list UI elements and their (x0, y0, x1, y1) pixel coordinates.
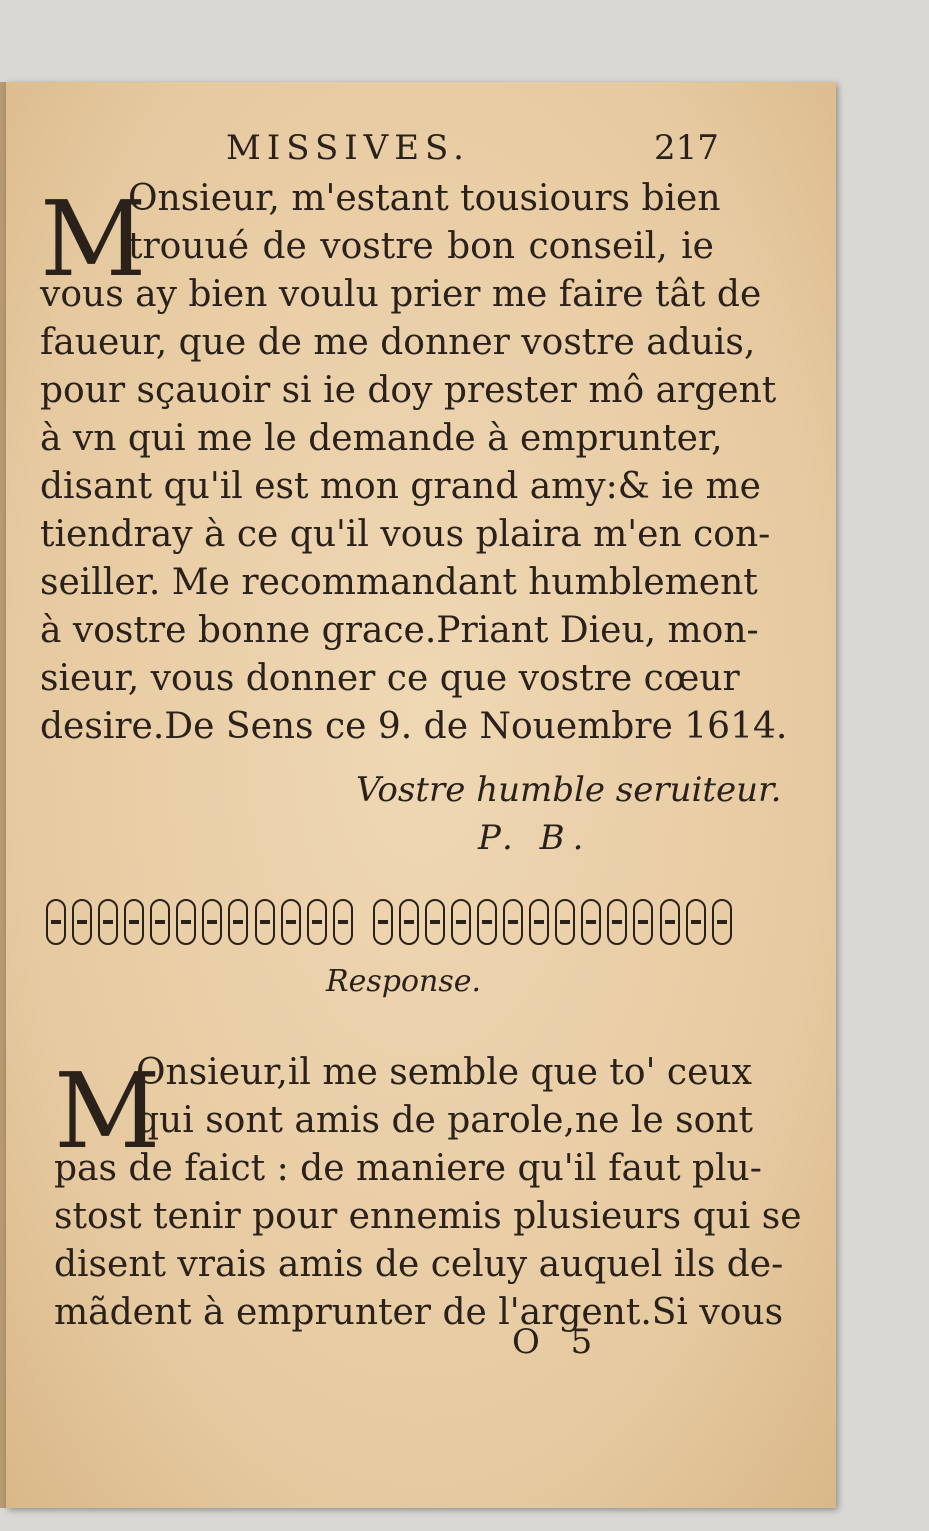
letter-line: à vostre bonne grace.Priant Dieu, mon- (40, 610, 759, 651)
response-heading: Response. (326, 964, 482, 999)
response-line: stost tenir pour ennemis plusieurs qui se (54, 1196, 802, 1237)
letter-line: vous ay bien voulu prier me faire tât de (40, 274, 762, 315)
running-header-title: MISSIVES. (226, 128, 470, 168)
letter-line: tiendray à ce qu'il vous plaira m'en con- (40, 514, 771, 555)
response-line: Onsieur,il me semble que to' ceux (136, 1052, 752, 1093)
letter-line: disant qu'il est mon grand amy:& ie me (40, 466, 761, 507)
response-line: disent vrais amis de celuy auquel ils de- (54, 1244, 784, 1285)
letter-line: trouué de vostre bon conseil, ie (128, 226, 714, 267)
response-line: pas de faict : de maniere qu'il faut plu- (54, 1148, 762, 1189)
letter-line: desire.De Sens ce 9. de Nouembre 1614. (40, 706, 788, 747)
letter-line: faueur, que de me donner vostre aduis, (40, 322, 756, 363)
letter-line: pour sçauoir si ie doy prester mô argent (40, 370, 777, 411)
letter-line: sieur, vous donner ce que vostre cœur (40, 658, 740, 699)
letter-dropcap: M (40, 178, 147, 300)
letter-signature: Vostre humble seruiteur. (356, 770, 782, 810)
response-dropcap: M (54, 1050, 161, 1172)
letter-line: à vn qui me le demande à emprunter, (40, 418, 723, 459)
response-line: mãdent à emprunter de l'argent.Si vous (54, 1292, 784, 1333)
ornamental-divider (46, 894, 732, 950)
signature-mark: O 5 (512, 1322, 603, 1362)
letter-initials: P. B. (478, 818, 592, 858)
letter-line: seiller. Me recommandant humblement (40, 562, 758, 603)
letter-line: Onsieur, m'estant tousiours bien (128, 178, 721, 219)
page-number: 217 (654, 128, 719, 168)
response-line: qui sont amis de parole,ne le sont (136, 1100, 753, 1141)
